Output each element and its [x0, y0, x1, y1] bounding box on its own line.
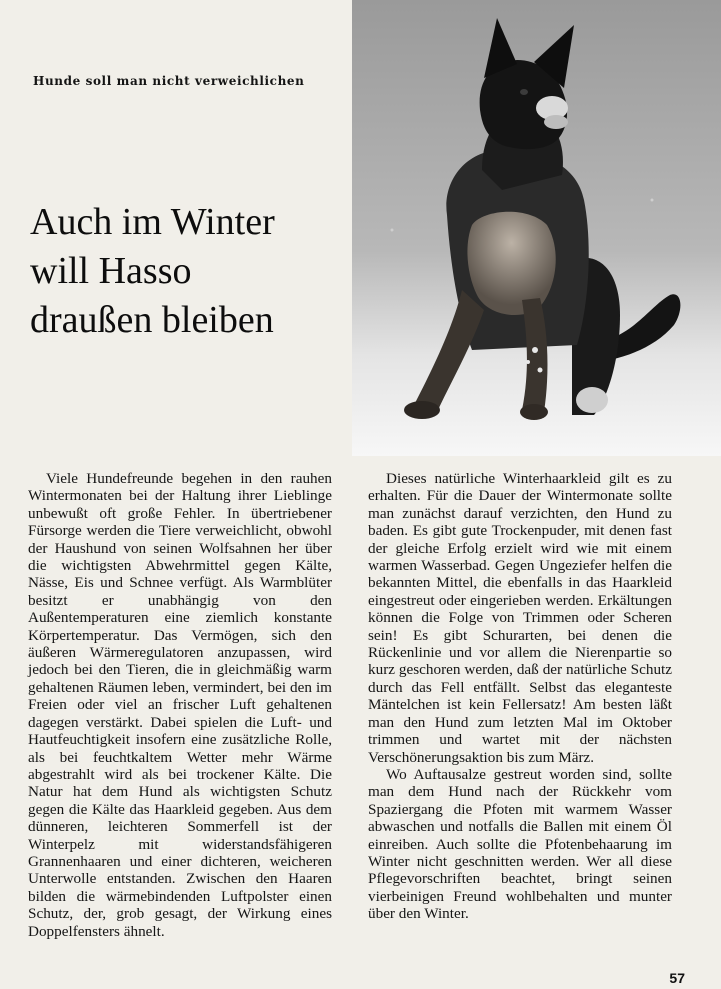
body-paragraph: Viele Hundefreunde begehen in den rauhen Wintermonaten bei der Haltung ihrer Lieblinge unbewußt oft große Fehler. In übertriebener Fürsorge werden die Tiere verweichlicht, obwohl der Haushund von seinen Wolfsahnen her über die wichtigsten Abwehrmittel gegen Kälte, Nässe, Eis und Schnee verfügt. Als Warmblüter besitzt er unabhängig von den Außentemperaturen eine ziemlich konstante Körpertemperatur. Das Vermögen, sich den äußeren Wärmeregulatoren anzupassen, wird jedoch bei den Tieren, die in gleichmäßig warm gehaltenen Räumen leben, vermindert, bei den im Freien oder viel an frischer Luft gehaltenen dagegen verstärkt. Dabei spielen die Luft- und Hautfeuchtigkeit insofern eine zusätzliche Rolle, als bei feuchtkaltem Wetter mehr Wärme abgestrahlt wird als bei trockener Kälte. Die Natur hat dem Hund als wichtigsten Schutz gegen die Kälte das Haarkleid gegeben. Aus dem dünneren, leichteren Sommerfell ist der Winterpelz mit widerstandsfähigeren Grannenhaaren und einer dichteren, weicheren Unterwolle entstanden. Zwischen den Haaren bilden die wärmebindenden Luftpolster einen Schutz, der, grob gesagt, der Wirkung eines Doppelfensters ähnelt.: [28, 470, 332, 940]
dog-illustration: [352, 0, 721, 456]
kicker-line: Hunde soll man nicht verweichlichen: [33, 74, 305, 88]
headline-line-1: Auch im Winter: [30, 201, 275, 243]
body-column-left: [28, 470, 332, 940]
body-paragraph: Dieses natürliche Winterhaarkleid gilt es zu erhalten. Für die Dauer der Wintermonate sollte man zunächst darauf verzichten, den Hund zu baden. Es gibt gute Trockenpuder, mit denen fast der gleiche Erfolg erzielt wird wie mit einem warmen Wasserbad. Gegen Ungeziefer helfen die bekannten Mittel, die ebenfalls in das Haarkleid eingestreut oder eingerieben werden. Erkältungen können die Folge von Trimmen oder Scheren sein! Es gibt Schurarten, bei denen die Rückenlinie und vor allem die Nierenpartie so kurz geschoren werden, daß der natürliche Schutz durch das Fell entfällt. Selbst das eleganteste Mäntelchen ist kein Fellersatz! Am besten läßt man den Hund zum letzten Mal im Oktober trimmen und wartet mit der nächsten Verschönerungsaktion bis zum März.: [368, 470, 672, 766]
headline-line-3: draußen bleiben: [30, 299, 274, 341]
page-number: 57: [669, 970, 685, 986]
body-paragraph: Wo Auftausalze gestreut worden sind, sollte man dem Hund nach der Rückkehr vom Spaziergang die Pfoten mit warmem Wasser abwaschen und notfalls die Ballen mit einem Öl einreiben. Auch sollte die Pfotenbehaarung im Winter nicht geschnitten werden. Wer all diese Pflegevorschriften beachtet, bringt seinen vierbeinigen Freund wohlbehalten und munter über den Winter.: [368, 765, 672, 923]
headline: [30, 198, 335, 345]
dog-in-snow-photo: [352, 0, 721, 456]
body-column-right: [368, 470, 672, 923]
headline-line-2: will Hasso: [30, 250, 192, 292]
